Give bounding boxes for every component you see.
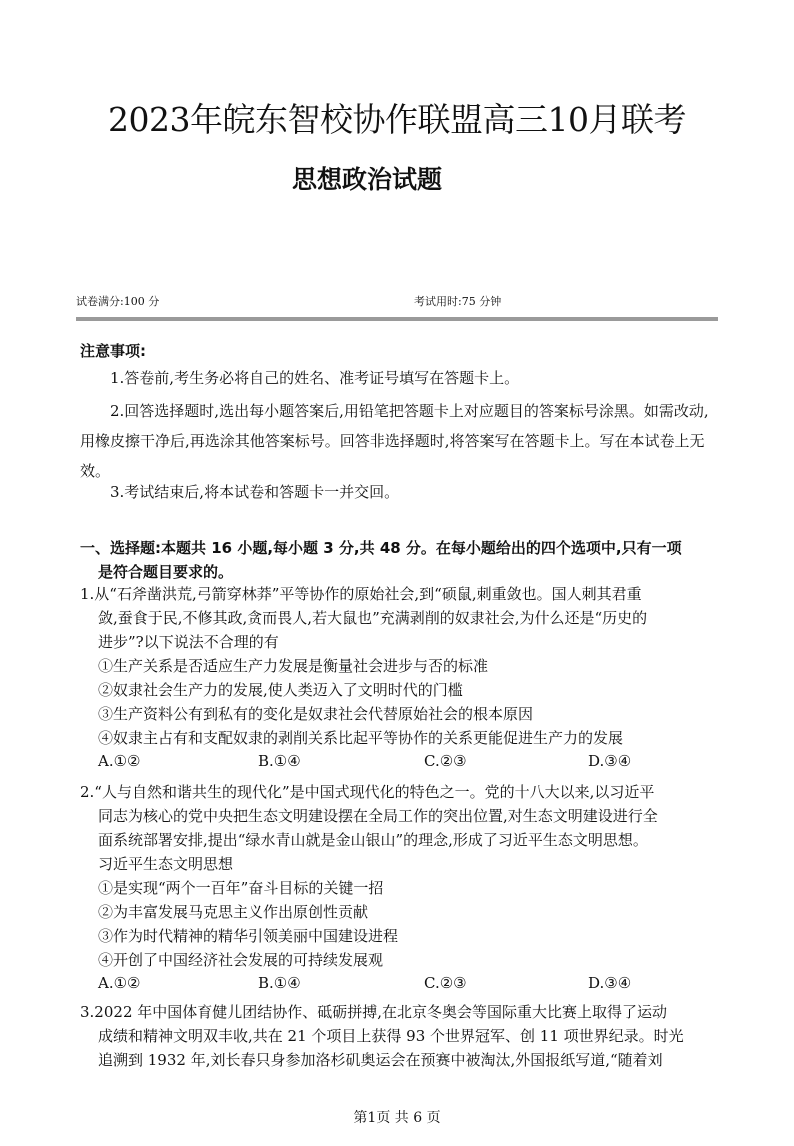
q2-stem-line-4: 习近平生态文明思想 (98, 855, 234, 873)
q2-statement-3: ③作为时代精神的精华引领美丽中国建设进程 (98, 927, 399, 945)
q1-statement-3: ③生产资料公有到私有的变化是奴隶社会代替原始社会的根本原因 (98, 705, 534, 723)
q2-option-a[interactable]: A.①② (98, 974, 141, 992)
q1-statement-4: ④奴隶主占有和支配奴隶的剥削关系比起平等协作的关系更能促进生产力的发展 (98, 729, 624, 747)
q2-statement-1: ①是实现“两个一百年”奋斗目标的关键一招 (98, 879, 384, 897)
subject-title: 思想政治试题 (291, 165, 442, 194)
q1-statement-2: ②奴隶社会生产力的发展,使人类迈入了文明时代的门槛 (98, 681, 463, 699)
q2-option-c[interactable]: C.②③ (424, 974, 467, 992)
q2-option-b[interactable]: B.①④ (258, 974, 301, 992)
q2-stem-line-3: 面系统部署安排,提出“绿水青山就是金山银山”的理念,形成了习近平生态文明思想。 (98, 831, 648, 849)
section-heading (80, 536, 720, 584)
exam-time-label: 考试用时:75 分钟 (414, 295, 502, 308)
notice-heading: 注意事项: (80, 342, 146, 360)
q1-stem-line-3: 进步”?以下说法不合理的有 (98, 633, 279, 651)
q3-stem-line-1: 3.2022 年中国体育健儿团结协作、砥砺拼搏,在北京冬奥会等国际重大比赛上取得了运动 (80, 1003, 668, 1021)
q1-option-b[interactable]: B.①④ (258, 752, 301, 770)
q1-stem-line-2: 敛,蚕食于民,不修其政,贪而畏人,若大鼠也”充满剥削的奴隶社会,为什么还是“历史的 (98, 609, 648, 627)
q1-stem-line-1: 1.从“石斧凿洪荒,弓箭穿林莽”平等协作的原始社会,到“硕鼠,刺重敛也。国人刺其君重 (80, 585, 642, 603)
q3-stem-line-2: 成绩和精神文明双丰收,共在 21 个项目上获得 93 个世界冠军、创 11 项世界纪录。时光 (98, 1027, 684, 1045)
section-heading-line-1: 一、选择题:本题共 16 小题,每小题 3 分,共 48 分。在每小题给出的四个选项中,只有一项 (80, 539, 682, 557)
q1-option-c[interactable]: C.②③ (424, 752, 467, 770)
exam-title: 2023年皖东智校协作联盟高三10月联考 (108, 100, 686, 139)
q1-option-a[interactable]: A.①② (98, 752, 141, 770)
q3-stem-line-3: 追溯到 1932 年,刘长春只身参加洛杉矶奥运会在预赛中被淘汰,外国报纸写道,“随着刘 (98, 1051, 663, 1069)
q2-option-d[interactable]: D.③④ (588, 974, 632, 992)
page-number: 第1页 共 6 页 (353, 1110, 441, 1126)
notice-item-2: 2.回答选择题时,选出每小题答案后,用铅笔把答题卡上对应题目的答案标号涂黑。如需改动,用橡皮擦干净后,再选涂其他答案标号。回答非选择题时,将答案写在答题卡上。写在本试卷上无效。 (80, 402, 709, 480)
notice-item-3: 3.考试结束后,将本试卷和答题卡一并交回。 (110, 483, 400, 501)
notice-item-1: 1.答卷前,考生务必将自己的姓名、准考证号填写在答题卡上。 (110, 369, 520, 387)
q2-stem-line-1: 2.“人与自然和谐共生的现代化”是中国式现代化的特色之一。党的十八大以来,以习近平 (80, 783, 655, 801)
q2-statement-4: ④开创了中国经济社会发展的可持续发展观 (98, 951, 384, 969)
q1-option-d[interactable]: D.③④ (588, 752, 632, 770)
section-heading-line-2: 是符合题目要求的。 (98, 563, 234, 581)
q2-statement-2: ②为丰富发展马克思主义作出原创性贡献 (98, 903, 369, 921)
full-score-label: 试卷满分:100 分 (76, 295, 160, 308)
header-divider (76, 317, 718, 321)
q1-statement-1: ①生产关系是否适应生产力发展是衡量社会进步与否的标准 (98, 657, 489, 675)
q2-stem-line-2: 同志为核心的党中央把生态文明建设摆在全局工作的突出位置,对生态文明建设进行全 (98, 807, 658, 825)
